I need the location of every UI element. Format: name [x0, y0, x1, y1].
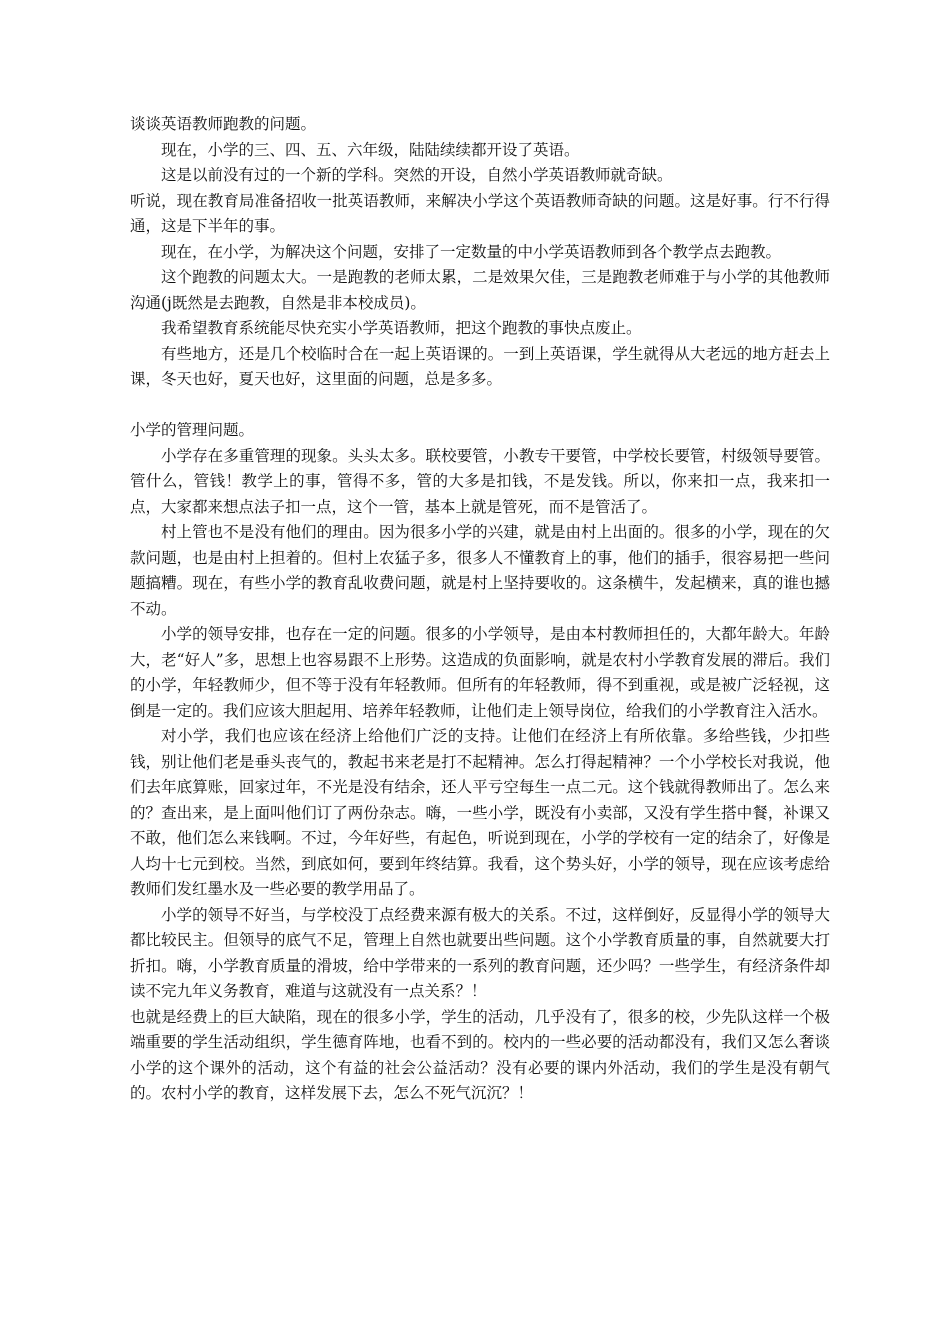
- paragraph: 有些地方，还是几个校临时合在一起上英语课的。一到上英语课，学生就得从大老远的地方赶去上课，冬天也好，夏天也好，这里面的问题，总是多多。: [130, 344, 830, 388]
- section-heading-english-teachers: 谈谈英语教师跑教的问题。: [130, 115, 317, 133]
- paragraph: 我希望教育系统能尽快充实小学英语教师，把这个跑教的事快点废止。: [161, 319, 642, 337]
- document-body: [130, 112, 830, 1107]
- paragraph: 这是以前没有过的一个新的学科。突然的开设，自然小学英语教师就奇缺。: [161, 166, 673, 184]
- section-spacer: [130, 393, 830, 419]
- paragraph: 小学存在多重管理的现象。头头太多。联校要管，小教专干要管，中学校长要管，村级领导要管。管什么，管钱！教学上的事，管得不多，管的大多是扣钱，不是发钱。所以，你来扣一点，我来扣一点，大家都来想点法子扣一点，这个一管，基本上就是管死，而不是管活了。: [130, 446, 830, 516]
- section-heading-school-management: 小学的管理问题。: [130, 421, 255, 439]
- paragraph: 对小学，我们也应该在经济上给他们广泛的支持。让他们在经济上有所依靠。多给些钱，少扣些钱，别让他们老是垂头丧气的，教起书来老是打不起精神。怎么打得起精神？一个小学校长对我说，他们去年底算账，回家过年，不光是没有结余，还人平亏空每生一点二元。这个钱就得教师出了。怎么来的？查出来，是上面叫他们订了两份杂志。嗨，一些小学，既没有小卖部，又没有学生搭中餐，补课又不敢，他们怎么来钱啊。不过，今年好些，有起色，听说到现在，小学的学校有一定的结余了，好像是人均十七元到校。当然，到底如何，要到年终结算。我看，这个势头好，小学的领导，现在应该考虑给教师们发红墨水及一些必要的教学用品了。: [130, 727, 830, 898]
- paragraph: 这个跑教的问题太大。一是跑教的老师太累，二是效果欠佳，三是跑教老师难于与小学的其他教师沟通(j既然是去跑教，自然是非本校成员)。: [130, 268, 830, 312]
- closing-paragraph: 也就是经费上的巨大缺陷，现在的很多小学，学生的活动，几乎没有了，很多的校，少先队这样一个极端重要的学生活动组织，学生德育阵地，也看不到的。校内的一些必要的活动都没有，我们又怎么奢谈小学的这个课外的活动，这个有益的社会公益活动？没有必要的课内外活动，我们的学生是没有朝气的。农村小学的教育，这样发展下去，怎么不死气沉沉？！: [130, 1007, 830, 1102]
- paragraph: 小学的领导安排，也存在一定的问题。很多的小学领导，是由本村教师担任的，大都年龄大。年龄大，老“好人”多，思想上也容易跟不上形势。这造成的负面影响，就是农村小学教育发展的滞后。我们的小学，年轻教师少，但不等于没有年轻教师。但所有的年轻教师，得不到重视，或是被广泛轻视，这倒是一定的。我们应该大胆起用、培养年轻教师，让他们走上领导岗位，给我们的小学教育注入活水。: [130, 625, 830, 720]
- paragraph: 听说，现在教育局准备招收一批英语教师，来解决小学这个英语教师奇缺的问题。这是好事。行不行得通，这是下半年的事。: [130, 191, 830, 235]
- paragraph: 小学的领导不好当，与学校没丁点经费来源有极大的关系。不过，这样倒好，反显得小学的领导大都比较民主。但领导的底气不足，管理上自然也就要出些问题。这个小学教育质量的事，自然就要大打折扣。嗨，小学教育质量的滑坡，给中学带来的一系列的教育问题，还少吗？一些学生，有经济条件却读不完九年义务教育，难道与这就没有一点关系？！: [130, 905, 830, 1000]
- paragraph: 现在，在小学，为解决这个问题，安排了一定数量的中小学英语教师到各个教学点去跑教。: [161, 242, 782, 261]
- paragraph: 现在，小学的三、四、五、六年级，陆陆续续都开设了英语。: [161, 140, 580, 159]
- paragraph: 村上管也不是没有他们的理由。因为很多小学的兴建，就是由村上出面的。很多的小学，现在的欠款问题，也是由村上担着的。但村上农猛子多，很多人不懂教育上的事，他们的插手，很容易把一些问题搞糟。现在，有些小学的教育乱收费问题，就是村上坚持要收的。这条横牛，发起横来，真的谁也撼不动。: [130, 523, 830, 618]
